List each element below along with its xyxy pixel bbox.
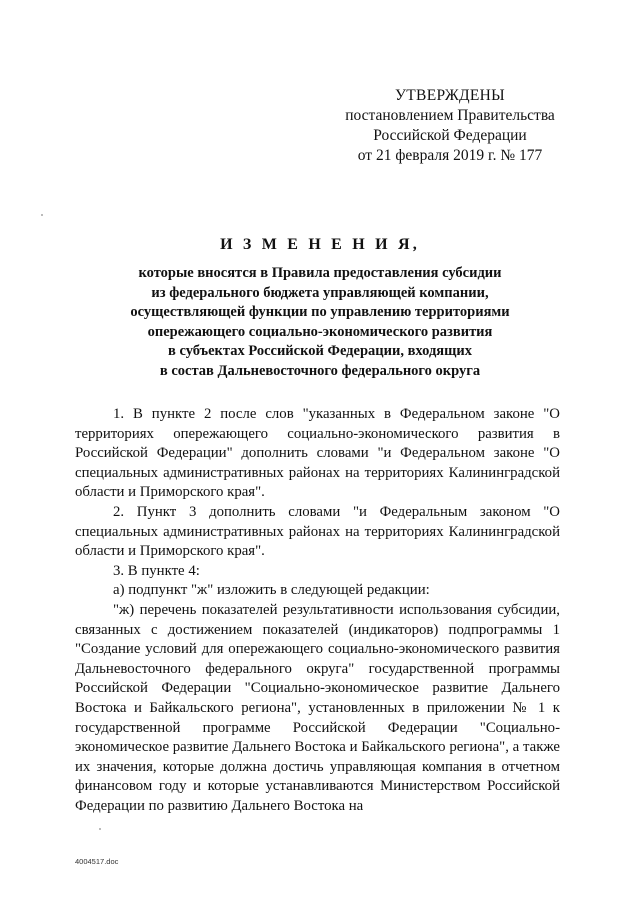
heading-line: в субъектах Российской Федерации, входящих [168,343,472,359]
paragraph-5: "ж) перечень показателей результативности использования субсидии, связанных с достижением показателей (индикаторов) подпрограммы 1 "Создание условий для опережающего социально-экономического развития Дальневосточного федерального округа" государственной программы Российской Федерации "Социально-экономическое развитие Дальнего Востока и Байкальского региона", установленных в приложении № 1 к государственной программе Российской Федерации "Социально-экономическое развитие Дальнего Востока и Байкальского региона", а также их значения, которые должна достичь управляющая компания в отчетном финансовом году и которые устанавливаются Министерством Российской Федерации по развитию Дальнего Востока на [75,601,560,814]
paragraph-2: 2. Пункт 3 дополнить словами "и Федеральным законом "О специальных административных районах на территориях Калининградской области и Приморского края". [75,503,560,560]
approval-title: УТВЕРЖДЕНЫ [395,87,505,104]
paragraph-4: а) подпункт "ж" изложить в следующей редакции: [113,582,430,599]
document-code: 4004517.doc [75,857,119,866]
document-heading [60,236,580,381]
approval-line-1: постановлением Правительства [345,107,555,124]
approval-stamp [340,86,560,166]
approval-line-2: Российской Федерации [373,127,527,144]
paragraph-1: 1. В пункте 2 после слов "указанных в Федеральном законе "О территориях опережающего социально-экономического развития в Российской Федерации" дополнить словами "и Федеральном законе "О специальных административных районах на территориях Калининградской области и Приморского края". [75,406,560,501]
heading-line: которые вносятся в Правила предоставления субсидии [138,265,502,281]
margin-mark [41,214,43,216]
heading-line: осуществляющей функции по управлению территориями [130,304,510,320]
heading-line: опережающего социально-экономического развития [147,323,493,340]
approval-line-3: от 21 февраля 2019 г. № 177 [357,147,543,164]
heading-title: И З М Е Н Е Н И Я, [220,236,420,253]
document-body [75,405,560,816]
paragraph-3: 3. В пункте 4: [113,562,200,579]
margin-mark [99,828,101,830]
heading-line: из федерального бюджета управляющей компании, [151,284,489,301]
heading-line: в состав Дальневосточного федерального округа [159,362,481,379]
